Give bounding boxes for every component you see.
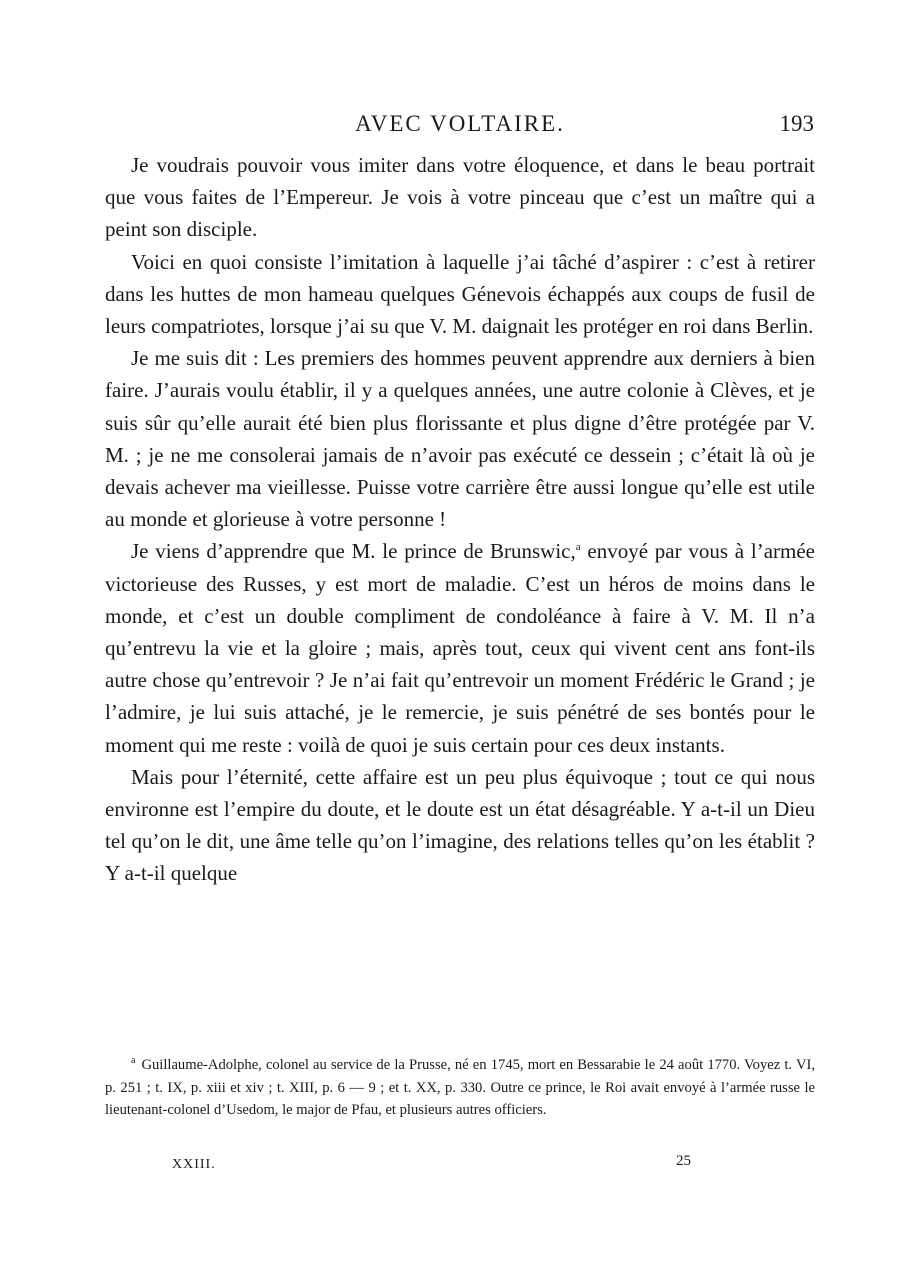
footnote-text: Guillaume-Adolphe, colonel au service de la Prusse, né en 1745, mort en Bessarabie le 24 août 1770. Voyez t. VI, p. 251 ; t. IX, p. xiii et xiv ; t. XIII, p. 6 — 9 ; et t. XX, p. 330. Outre ce prince, le Roi avait envoyé à l’armée russe le lieutenant-colonel d’Usedom, le major de Pfau, et plusieurs autres officiers. <box>105 1057 815 1118</box>
paragraph <box>105 535 815 760</box>
footnote-label: a <box>131 1055 136 1067</box>
body-text <box>105 149 815 890</box>
sheet-number: 25 <box>676 1153 691 1169</box>
sheet-signature: XXIII. <box>172 1157 216 1172</box>
paragraph: Voici en quoi consiste l’imitation à laquelle j’ai tâché d’aspirer : c’est à retirer dans les huttes de mon hameau quelques Génevois échappés aux coups de fusil de leurs compatriotes, lorsque j’ai su que V. M. daignait les protéger en roi dans Berlin. <box>105 249 815 339</box>
paragraph: Je me suis dit : Les premiers des hommes peuvent apprendre aux derniers à bien faire. J’aurais voulu établir, il y a quelques années, une autre colonie à Clèves, et je suis sûr qu’elle aurait été bien plus florissante et plus digne d’être protégée par V. M. ; je ne me consolerai jamais de n’avoir pas exécuté ce dessein ; c’était là où je devais achever ma vieillesse. Puisse votre carrière être aussi longue qu’elle est utile au monde et glorieuse à votre personne ! <box>105 346 815 532</box>
paragraph: Mais pour l’éternité, cette affaire est un peu plus équivoque ; tout ce qui nous environne est l’empire du doute, et le doute est un état désagréable. Y a-t-il un Dieu tel qu’on le dit, une âme telle qu’on l’imagine, des relations telles qu’on les établit ? Y a-t-il quelque <box>105 764 815 886</box>
paragraph-text-after-note: envoyé par vous à l’armée victorieuse des Russes, y est mort de maladie. C’est un héros de moins dans le monde, et c’est un double compliment de condoléance à faire à V. M. Il n’a qu’entrevu la vie et la gloire ; mais, après tout, ceux qui vivent cent ans font-ils autre chose qu’entrevoir ? Je n’ai fait qu’entrevoir un moment Frédéric le Grand ; je l’admire, je lui suis attaché, je le remercie, je suis pénétré de ses bontés pour le moment qui me reste : voilà de quoi je suis certain pour ces deux instants. <box>105 539 815 757</box>
paragraph: Je voudrais pouvoir vous imiter dans votre éloquence, et dans le beau portrait que vous faites de l’Empereur. Je vois à votre pinceau que c’est un maître qui a peint son disciple. <box>105 153 815 242</box>
footnote <box>105 1054 815 1122</box>
page-number: 193 <box>779 111 814 136</box>
paragraph-text-before-note: Je viens d’apprendre que M. le prince de Brunswic, <box>131 539 576 564</box>
running-head <box>100 107 820 141</box>
running-title: AVEC VOLTAIRE. <box>355 111 565 136</box>
footnote-marker: a <box>575 541 581 554</box>
